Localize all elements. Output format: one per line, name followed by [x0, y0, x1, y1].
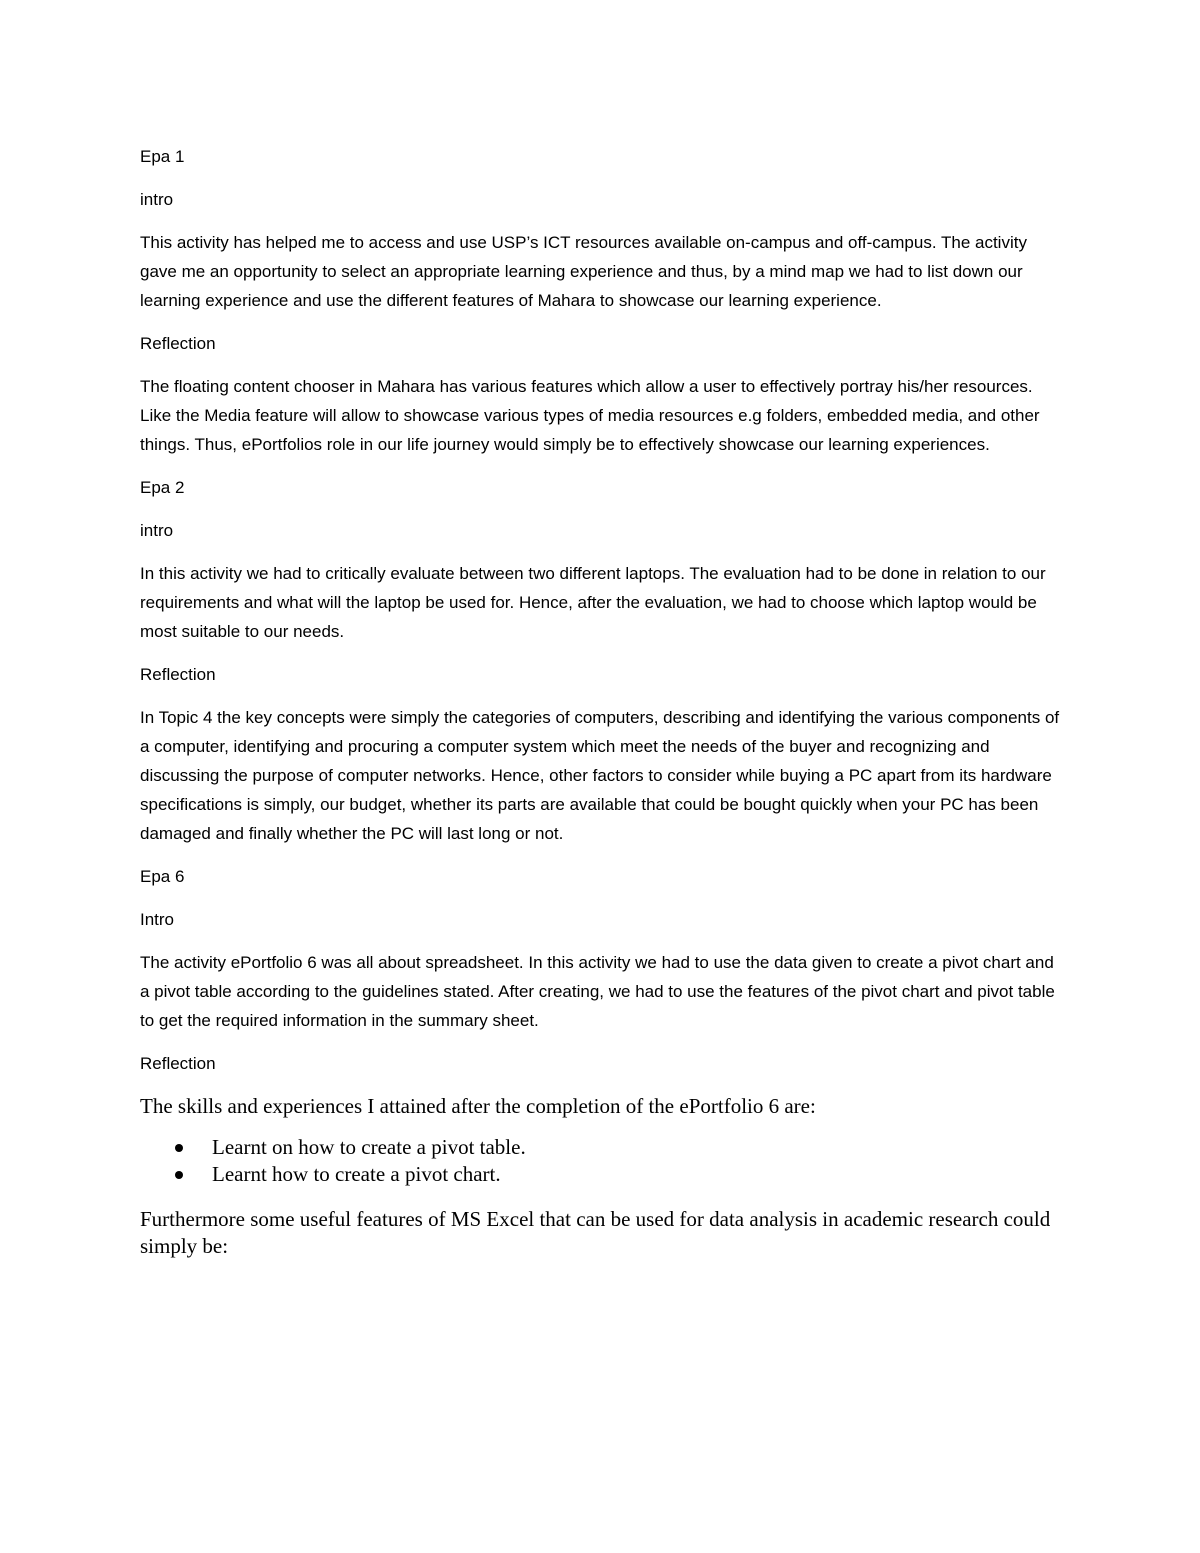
bullet-icon — [175, 1144, 183, 1152]
closing-paragraph: Furthermore some useful features of MS Excel that can be used for data analysis in academic research could simply be: — [140, 1207, 1051, 1258]
intro-label-epa-1: intro — [140, 190, 174, 209]
skills-lead-text: The skills and experiences I attained after the completion of the ePortfolio 6 are: — [140, 1094, 816, 1118]
intro-label-epa-6: Intro — [140, 910, 175, 929]
section-heading-epa-1: Epa 1 — [140, 147, 185, 166]
intro-text-epa-2: In this activity we had to critically evaluate between two different laptops. The evaluation had to be done in relation to our requirements and what will the laptop be used for. Hence, after the evaluation, we had to choose which laptop would be most suitable to our needs. — [140, 564, 1046, 641]
bullet-icon — [175, 1171, 183, 1179]
intro-text-epa-6: The activity ePortfolio 6 was all about spreadsheet. In this activity we had to use the data given to create a pivot chart and a pivot table according to the guidelines stated. After creating, we had to use the features of the pivot chart and pivot table to get the required information in the summary sheet. — [140, 953, 1055, 1030]
reflection-label-epa-2: Reflection — [140, 665, 216, 684]
document-body — [140, 142, 1060, 1260]
reflection-label-epa-1: Reflection — [140, 334, 216, 353]
intro-text-epa-1: This activity has helped me to access and use USP’s ICT resources available on-campus and off-campus. The activity gave me an opportunity to select an appropriate learning experience and thus, by a mind map we had to list down our learning experience and use the different features of Mahara to showcase our learning experience. — [140, 233, 1027, 310]
list-item-text: Learnt how to create a pivot chart. — [212, 1162, 501, 1186]
reflection-label-epa-6: Reflection — [140, 1054, 216, 1073]
section-heading-epa-2: Epa 2 — [140, 478, 185, 497]
reflection-text-epa-1: The floating content chooser in Mahara has various features which allow a user to effectively portray his/her resources. Like the Media feature will allow to showcase various types of media resources e.g folders, embedded media, and other things. Thus, ePortfolios role in our life journey would simply be to effectively showcase our learning experiences. — [140, 377, 1040, 454]
list-item — [140, 1161, 1060, 1188]
skills-bullet-list — [140, 1134, 1060, 1188]
list-item — [140, 1134, 1060, 1161]
section-heading-epa-6: Epa 6 — [140, 867, 185, 886]
list-item-text: Learnt on how to create a pivot table. — [212, 1135, 526, 1159]
intro-label-epa-2: intro — [140, 521, 174, 540]
reflection-text-epa-2: In Topic 4 the key concepts were simply the categories of computers, describing and identifying the various components of a computer, identifying and procuring a computer system which meet the needs of the buyer and recognizing and discussing the purpose of computer networks. Hence, other factors to consider while buying a PC apart from its hardware specifications is simply, our budget, whether its parts are available that could be bought quickly when your PC has been damaged and finally whether the PC will last long or not. — [140, 708, 1060, 843]
